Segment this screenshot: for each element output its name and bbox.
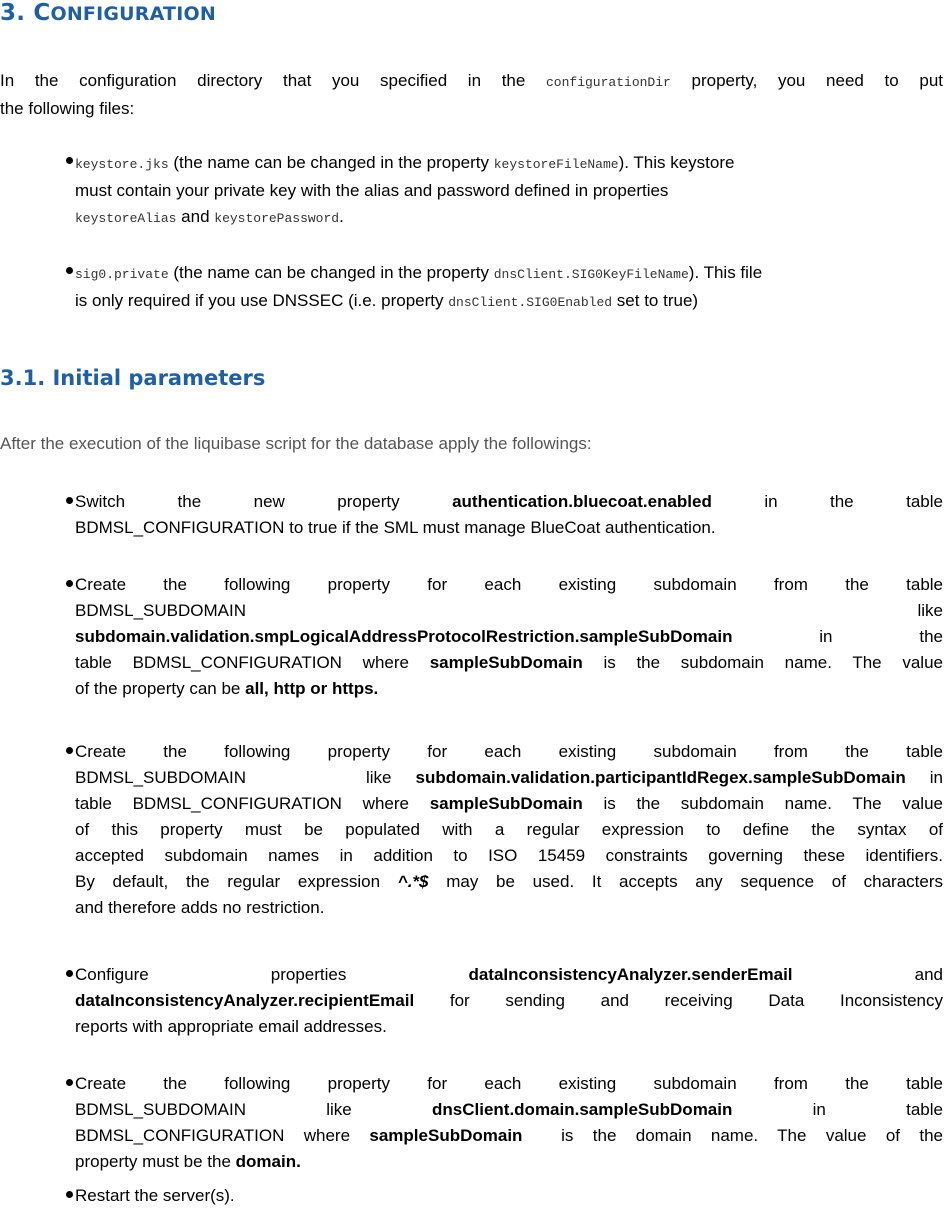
step-data-inconsistency: Configure properties dataInconsistencyAnalyzer.senderEmail and dataInconsistencyAnalyzer.recipientEmail for sending and receiving Data Inconsistency reports with appropriate email addresses.	[75, 965, 943, 1036]
file-item-sig0: sig0.private (the name can be changed in the property dnsClient.SIG0KeyFileName). This file is only required if you use DNSSEC (i.e. property dnsClient.SIG0Enabled set to true)	[75, 263, 763, 310]
step-restart: Restart the server(s).	[75, 1186, 235, 1205]
step-dns-domain: Create the following property for each existing subdomain from the table BDMSL_SUBDOMAIN like dnsClient.domain.sampleSubDomain in table BDMSL_CONFIGURATION where sampleSubDomain is the domain name. The value of the property must be the domain.	[75, 1074, 943, 1171]
step-bluecoat: Switch the new property authentication.bluecoat.enabled in the table BDMSL_CONFIGURATION to true if the SML must manage BlueCoat authentication.	[75, 492, 943, 537]
file-item-keystore: keystore.jks (the name can be changed in the property keystoreFileName). This keystore must contain your private key with the alias and password defined in properties keystoreAlias and keystorePassword.	[75, 153, 735, 226]
after-liquibase-text: After the execution of the liquibase script for the database apply the followings:	[0, 434, 592, 453]
section-heading: 3. CONFIGURATION	[0, 0, 216, 26]
subsection-heading: 3.1. Initial parameters	[0, 366, 266, 390]
step-participant-regex: Create the following property for each existing subdomain from the table BDMSL_SUBDOMAIN like subdomain.validation.participantIdRegex.sampleSubDomain in table BDMSL_CONFIGURATION where sampleSubDomain is the subdomain name. The value of this property must be populated with a regular expression to define the syntax of accepted subdomain names in addition to ISO 15459 constraints governing these identifiers. By default, the regular expression ^.*$ may be used. It accepts any sequence of characters and therefore adds no restriction.	[75, 742, 943, 917]
step-protocol-restriction: Create the following property for each existing subdomain from the table BDMSL_SUBDOMAIN like subdomain.validation.smpLogicalAddressProtocolRestriction.sampleSubDomain in the table BDMSL_CONFIGURATION where sampleSubDomain is the subdomain name. The value of the property can be all, http or https.	[75, 575, 943, 698]
intro-paragraph: In the configuration directory that you specified in the configurationDir property, you need to put the following files:	[0, 71, 943, 118]
